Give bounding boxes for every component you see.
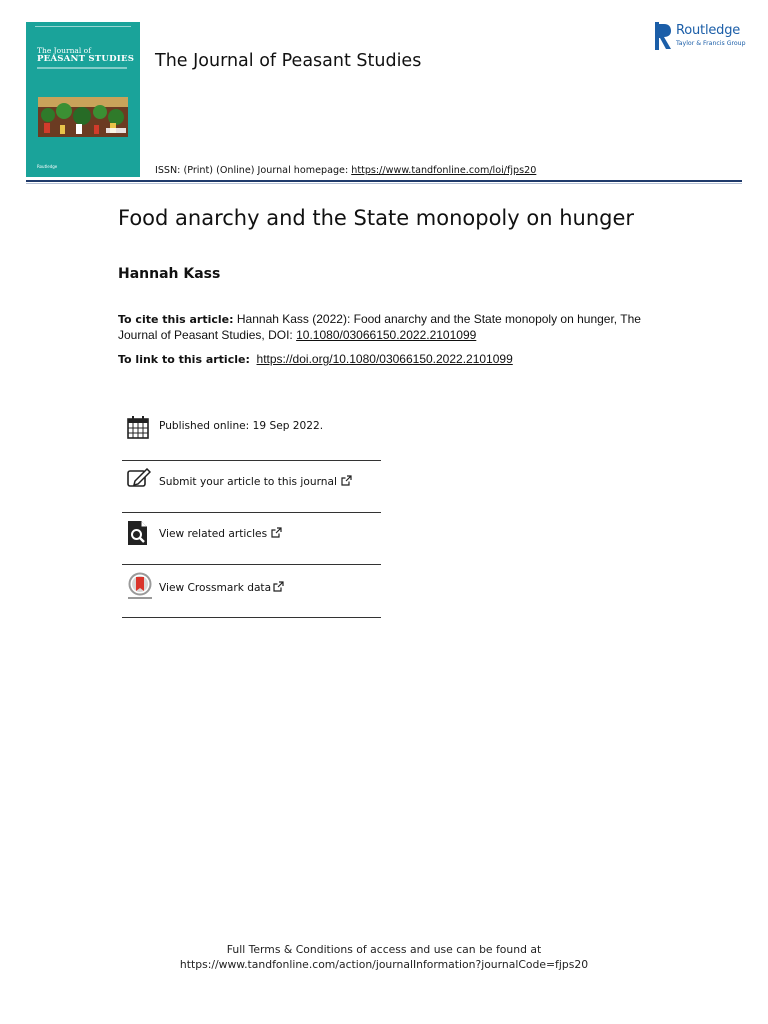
header-divider [26, 180, 742, 182]
crossmark-link[interactable] [159, 581, 284, 594]
cover-top-rule [35, 26, 131, 30]
header-divider-thin [26, 183, 742, 184]
submit-article-text: Submit your article to this journal [159, 476, 337, 488]
info-divider [122, 512, 381, 513]
published-online-row [122, 414, 381, 444]
publisher-name: Routledge [676, 23, 741, 38]
submit-article-row[interactable] [122, 467, 381, 497]
published-online-text: Published online: 19 Sep 2022. [159, 420, 324, 432]
article-doi-url[interactable]: https://doi.org/10.1080/03066150.2022.2101099 [256, 352, 513, 366]
calendar-icon [127, 415, 149, 439]
article-title: Food anarchy and the State monopoly on hunger [118, 206, 635, 230]
external-link-icon [271, 527, 282, 538]
article-link-label: To link to this article: [118, 353, 250, 366]
cover-title-line2: PEASANT STUDIES [37, 54, 135, 64]
citation-label: To cite this article: [118, 313, 234, 326]
article-link-line [118, 352, 513, 366]
citation-block [118, 312, 658, 343]
related-articles-link[interactable] [159, 527, 282, 540]
publisher-logo[interactable] [652, 22, 744, 50]
related-articles-row[interactable] [122, 519, 381, 551]
cover-subtitle-rule [37, 67, 127, 69]
external-link-icon [273, 581, 284, 592]
crossmark-row[interactable] [122, 572, 381, 606]
submit-article-link[interactable] [159, 475, 352, 488]
crossmark-icon [127, 572, 153, 602]
crossmark-text: View Crossmark data [159, 582, 272, 594]
info-divider [122, 564, 381, 565]
cover-title-line1: The Journal of [37, 46, 91, 55]
document-search-icon [127, 520, 149, 546]
terms-footer-line1: Full Terms & Conditions of access and use can be found at [226, 943, 542, 956]
journal-cover-image [26, 22, 140, 177]
terms-footer [0, 942, 768, 972]
info-divider [122, 460, 381, 461]
journal-homepage-link[interactable]: https://www.tandfonline.com/loi/fjps20 [351, 165, 537, 176]
publisher-group: Taylor & Francis Group [676, 40, 746, 47]
routledge-r-icon [652, 22, 672, 50]
article-author: Hannah Kass [118, 266, 221, 282]
cover-painting-illustration [38, 97, 128, 137]
info-divider [122, 617, 381, 618]
citation-text: Hannah Kass (2022): Food anarchy and the State monopoly on hunger, The Journal of Peasant Studies, DOI: [118, 312, 641, 342]
issn-text: ISSN: (Print) (Online) Journal homepage: [155, 165, 352, 176]
edit-pencil-icon [127, 468, 151, 488]
citation-doi-link[interactable]: 10.1080/03066150.2022.2101099 [296, 327, 477, 342]
issn-line [155, 165, 536, 176]
cover-publisher-mark: Routledge [37, 164, 58, 169]
journal-name[interactable]: The Journal of Peasant Studies [155, 51, 422, 71]
external-link-icon [341, 475, 352, 486]
terms-footer-url[interactable]: https://www.tandfonline.com/action/journalInformation?journalCode=fjps20 [179, 958, 589, 971]
related-articles-text: View related articles [159, 528, 268, 540]
